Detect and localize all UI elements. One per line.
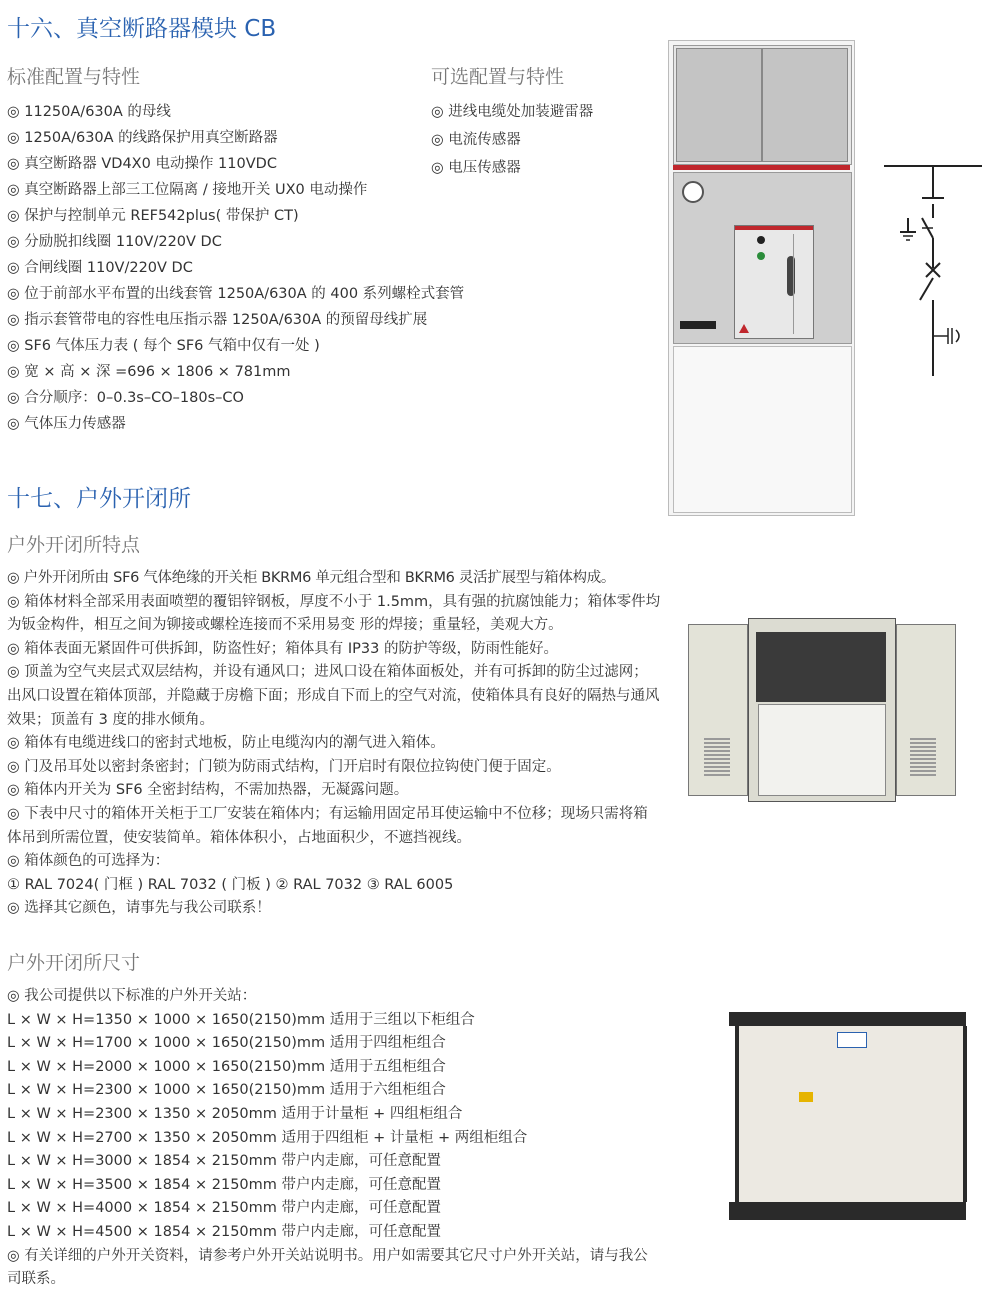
cabinet-upper-door-left — [676, 48, 762, 162]
dimension-item: L × W × H=1350 × 1000 × 1650(2150)mm 适用于三组以下柜组合 — [7, 1011, 475, 1028]
dimension-item: L × W × H=4000 × 1854 × 2150mm 带户内走廊，可任意配置 — [7, 1200, 442, 1217]
breaker-control-panel — [734, 225, 814, 339]
feature-item: ① RAL 7024( 门框 ) RAL 7032 ( 门板 ) ② RAL 7032 ③ RAL 6005 — [7, 876, 454, 893]
opt-config-heading: 可选配置与特性 — [431, 66, 565, 88]
std-item: ◎ 真空断路器上部三工位隔离 / 接地开关 UX0 电动操作 — [7, 182, 368, 198]
std-item: ◎ 11250A/630A 的母线 — [7, 104, 171, 120]
std-item: ◎ 气体压力传感器 — [7, 416, 126, 432]
feature-item: ◎ 箱体材料全部采用表面喷塑的覆铝锌钢板，厚度不小于 1.5mm，具有强的抗腐蚀能力；箱体零件均为钣金构件，相互之间为铆接或螺栓连接而不采用易变 形的焊接；重量轻，美观大方。 — [7, 593, 661, 634]
dimension-item: L × W × H=2300 × 1000 × 1650(2150)mm 适用于六组柜组合 — [7, 1082, 446, 1099]
std-config-heading: 标准配置与特性 — [7, 66, 141, 88]
dimension-item: ◎ 有关详细的户外开关资料，请参考户外开关站说明书。用户如需要其它尺寸户外开关站，请与我公司联系。 — [7, 1247, 648, 1288]
feature-item: ◎ 箱体内开关为 SF6 全密封结构，不需加热器，无凝露问题。 — [7, 782, 409, 799]
open-outdoor-enclosure-image — [688, 618, 954, 800]
section16-title: 十六、真空断路器模块 CB — [7, 16, 277, 42]
cb-module-cabinet-image — [668, 40, 855, 516]
section17-title: 十七、户外开闭所 — [7, 486, 191, 512]
dimensions-list — [7, 985, 662, 1292]
dimension-item: ◎ 我公司提供以下标准的户外开关站： — [7, 988, 257, 1004]
feature-item: ◎ 户外开闭所由 SF6 气体绝缘的开关柜 BKRM6 单元组合型和 BKRM6 灵活扩展型与箱体构成。 — [7, 570, 616, 586]
std-item: ◎ SF6 气体压力表 ( 每个 SF6 气箱中仅有一处 ) — [7, 338, 320, 354]
std-item: ◎ 保护与控制单元 REF542plus( 带保护 CT) — [7, 208, 299, 224]
dimension-item: L × W × H=2000 × 1000 × 1650(2150)mm 适用于五组柜组合 — [7, 1058, 446, 1075]
cabinet-mechanism-panel — [673, 172, 852, 344]
feature-item: ◎ 选择其它颜色，请事先与我公司联系！ — [7, 900, 271, 917]
std-item: ◎ 宽 × 高 × 深 =696 × 1806 × 781mm — [7, 364, 291, 380]
dimension-item: L × W × H=1700 × 1000 × 1650(2150)mm 适用于四组柜组合 — [7, 1035, 446, 1052]
std-item: ◎ 合分顺序：0–0.3s–CO–180s–CO — [7, 390, 244, 406]
std-item: ◎ 位于前部水平布置的出线套管 1250A/630A 的 400 系列螺栓式套管 — [7, 286, 465, 302]
dimension-item: L × W × H=3500 × 1854 × 2150mm 带户内走廊，可任意配置 — [7, 1176, 442, 1193]
std-item: ◎ 1250A/630A 的线路保护用真空断路器 — [7, 130, 278, 146]
dimension-item: L × W × H=4500 × 1854 × 2150mm 带户内走廊，可任意配置 — [7, 1223, 442, 1240]
dimensions-heading: 户外开闭所尺寸 — [7, 952, 141, 974]
feature-item: ◎ 箱体颜色的可选择为： — [7, 853, 170, 870]
dimension-item: L × W × H=3000 × 1854 × 2150mm 带户内走廊，可任意配置 — [7, 1153, 442, 1170]
std-item: ◎ 指示套管带电的容性电压指示器 1250A/630A 的预留母线扩展 — [7, 312, 428, 328]
cabinet-cable-compartment — [673, 346, 852, 513]
pressure-gauge-icon — [682, 181, 704, 203]
std-item: ◎ 合闸线圈 110V/220V DC — [7, 260, 193, 276]
std-item: ◎ 分励脱扣线圈 110V/220V DC — [7, 234, 222, 250]
feature-item: ◎ 箱体有电缆进线口的密封式地板，防止电缆沟内的潮气进入箱体。 — [7, 735, 445, 752]
std-item: ◎ 真空断路器 VD4X0 电动操作 110VDC — [7, 156, 277, 172]
opt-item: ◎ 电压传感器 — [431, 160, 521, 176]
cabinet-upper-compartment — [673, 45, 852, 165]
features-heading: 户外开闭所特点 — [7, 534, 141, 556]
cabinet-red-band — [673, 165, 850, 170]
feature-item: ◎ 下表中尺寸的箱体开关柜于工厂安装在箱体内；有运输用固定吊耳使运输中不位移；现场只需将箱体吊到所需位置，使安装简单。箱体体积小，占地面积少，不遮挡视线。 — [7, 805, 648, 846]
cabinet-upper-door-right — [762, 48, 848, 162]
opt-item: ◎ 进线电缆处加装避雷器 — [431, 104, 594, 120]
single-line-diagram — [882, 158, 984, 388]
closed-outdoor-enclosure-image — [729, 1012, 966, 1220]
features-list — [7, 567, 662, 921]
opt-item: ◎ 电流传感器 — [431, 132, 521, 148]
feature-item: ◎ 箱体表面无紧固件可供拆卸，防盗性好；箱体具有 IP33 的防护等级，防雨性能好。 — [7, 640, 558, 657]
dimension-item: L × W × H=2700 × 1350 × 2050mm 适用于四组柜 + 计量柜 + 两组柜组合 — [7, 1129, 528, 1146]
feature-item: ◎ 顶盖为空气夹层式双层结构，并设有通风口；进风口设在箱体面板处，并有可拆卸的防尘过滤网；出风口设置在箱体顶部，并隐藏于房檐下面；形成自下而上的空气对流，使箱体具有良好的隔热与通风效果；顶盖有 3 度的排水倾角。 — [7, 664, 660, 728]
feature-item: ◎ 门及吊耳处以密封条密封；门锁为防雨式结构，门开启时有限位拉钩使门便于固定。 — [7, 758, 561, 775]
dimension-item: L × W × H=2300 × 1350 × 2050mm 适用于计量柜 + 四组柜组合 — [7, 1105, 463, 1122]
